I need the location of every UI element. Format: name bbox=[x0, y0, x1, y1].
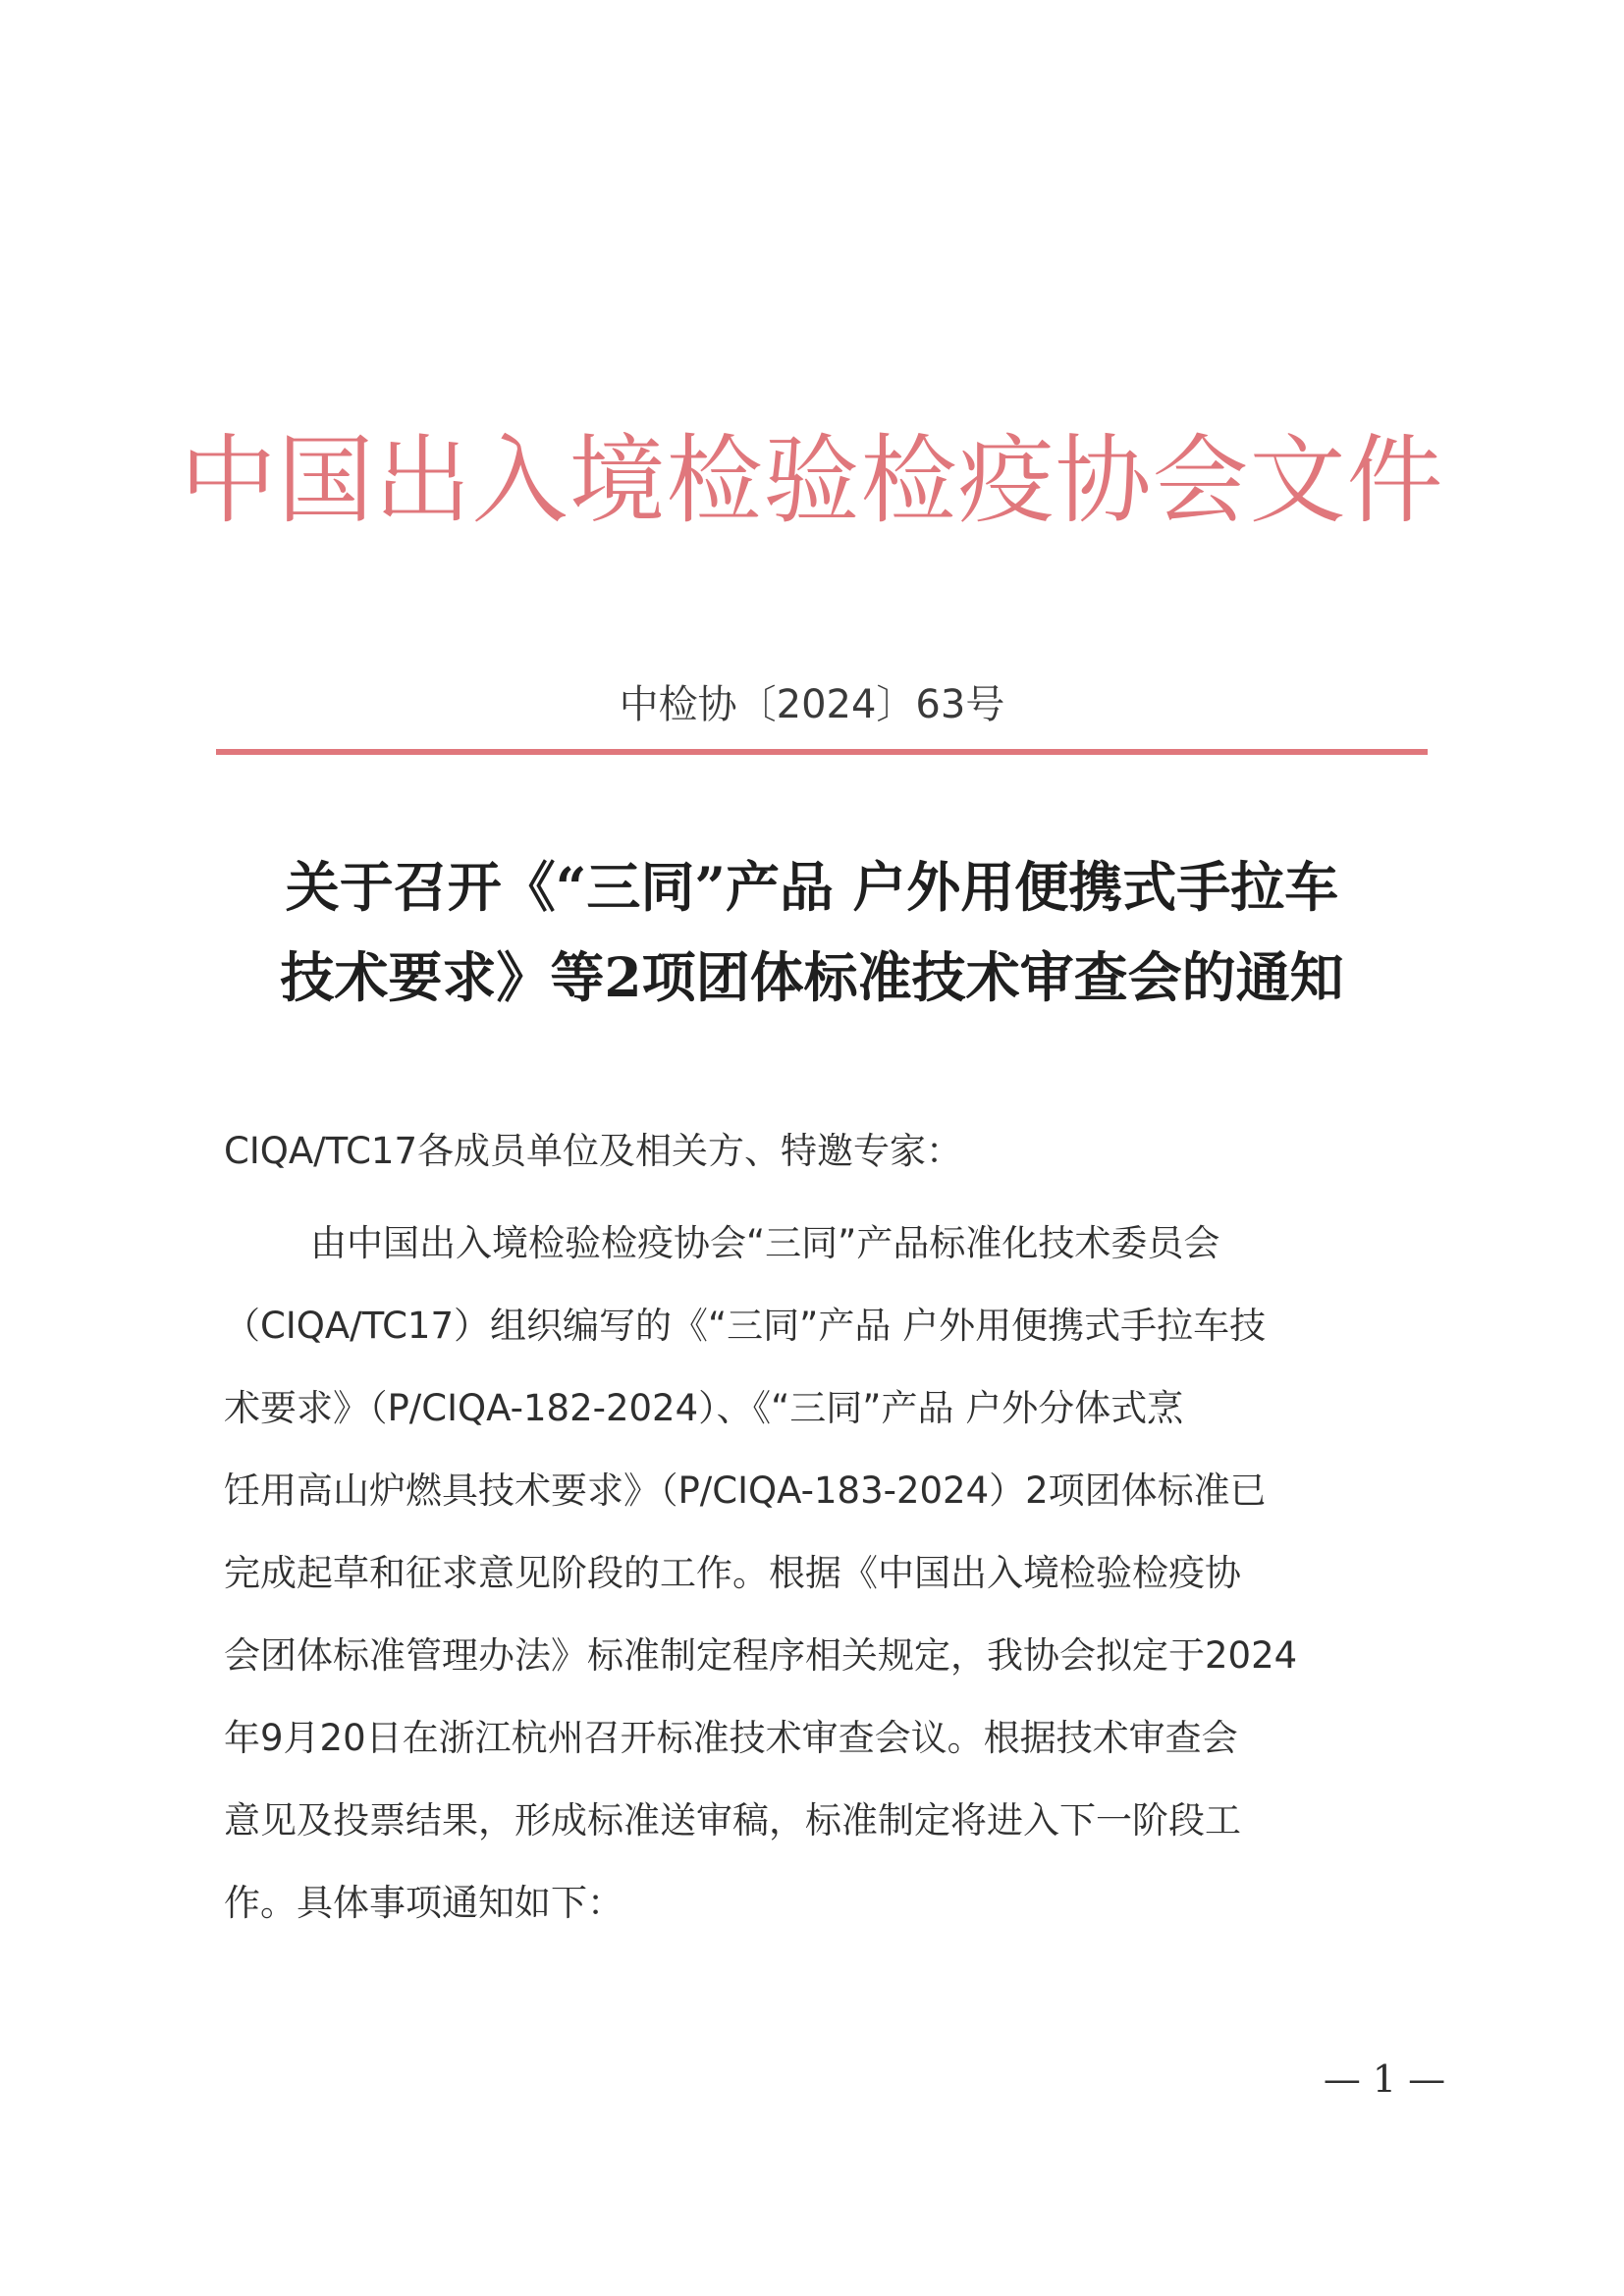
body-line: （CIQA/TC17）组织编写的《“三同”产品 户外用便携式手拉车技 bbox=[224, 1305, 1267, 1347]
body-line: 作。具体事项通知如下： bbox=[224, 1882, 623, 1924]
body-line: 意见及投票结果，形成标准送审稿，标准制定将进入下一阶段工 bbox=[224, 1799, 1241, 1842]
notice-title-line-2: 技术要求》等2项团体标准技术审查会的通知 bbox=[280, 945, 1344, 1009]
masthead-title: 中国出入境检验检疫协会文件 bbox=[180, 425, 1444, 537]
salutation: CIQA/TC17各成员单位及相关方、特邀专家： bbox=[224, 1130, 962, 1172]
notice-title-line-1: 关于召开《“三同”产品 户外用便携式手拉车 bbox=[285, 855, 1339, 919]
body-line: 年9月20日在浙江杭州召开标准技术审查会议。根据技术审查会 bbox=[224, 1717, 1238, 1759]
body-line: 完成起草和征求意见阶段的工作。根据《中国出入境检验检疫协 bbox=[224, 1552, 1241, 1594]
body-line: 术要求》（P/CIQA-182-2024）、《“三同”产品 户外分体式烹 bbox=[224, 1387, 1184, 1429]
body-line: 会团体标准管理办法》标准制定程序相关规定，我协会拟定于2024 bbox=[224, 1634, 1298, 1677]
body-line: 饪用高山炉燃具技术要求》（P/CIQA-183-2024）2项团体标准已 bbox=[224, 1469, 1267, 1512]
body-line: 由中国出入境检验检疫协会“三同”产品标准化技术委员会 bbox=[310, 1222, 1220, 1264]
notice-title bbox=[196, 842, 1428, 1023]
body-paragraph bbox=[224, 1202, 1432, 1945]
red-divider-line bbox=[216, 749, 1428, 755]
page-number: — 1 — bbox=[1323, 2057, 1446, 2101]
document-number: 中检协〔2024〕63号 bbox=[619, 682, 1005, 727]
